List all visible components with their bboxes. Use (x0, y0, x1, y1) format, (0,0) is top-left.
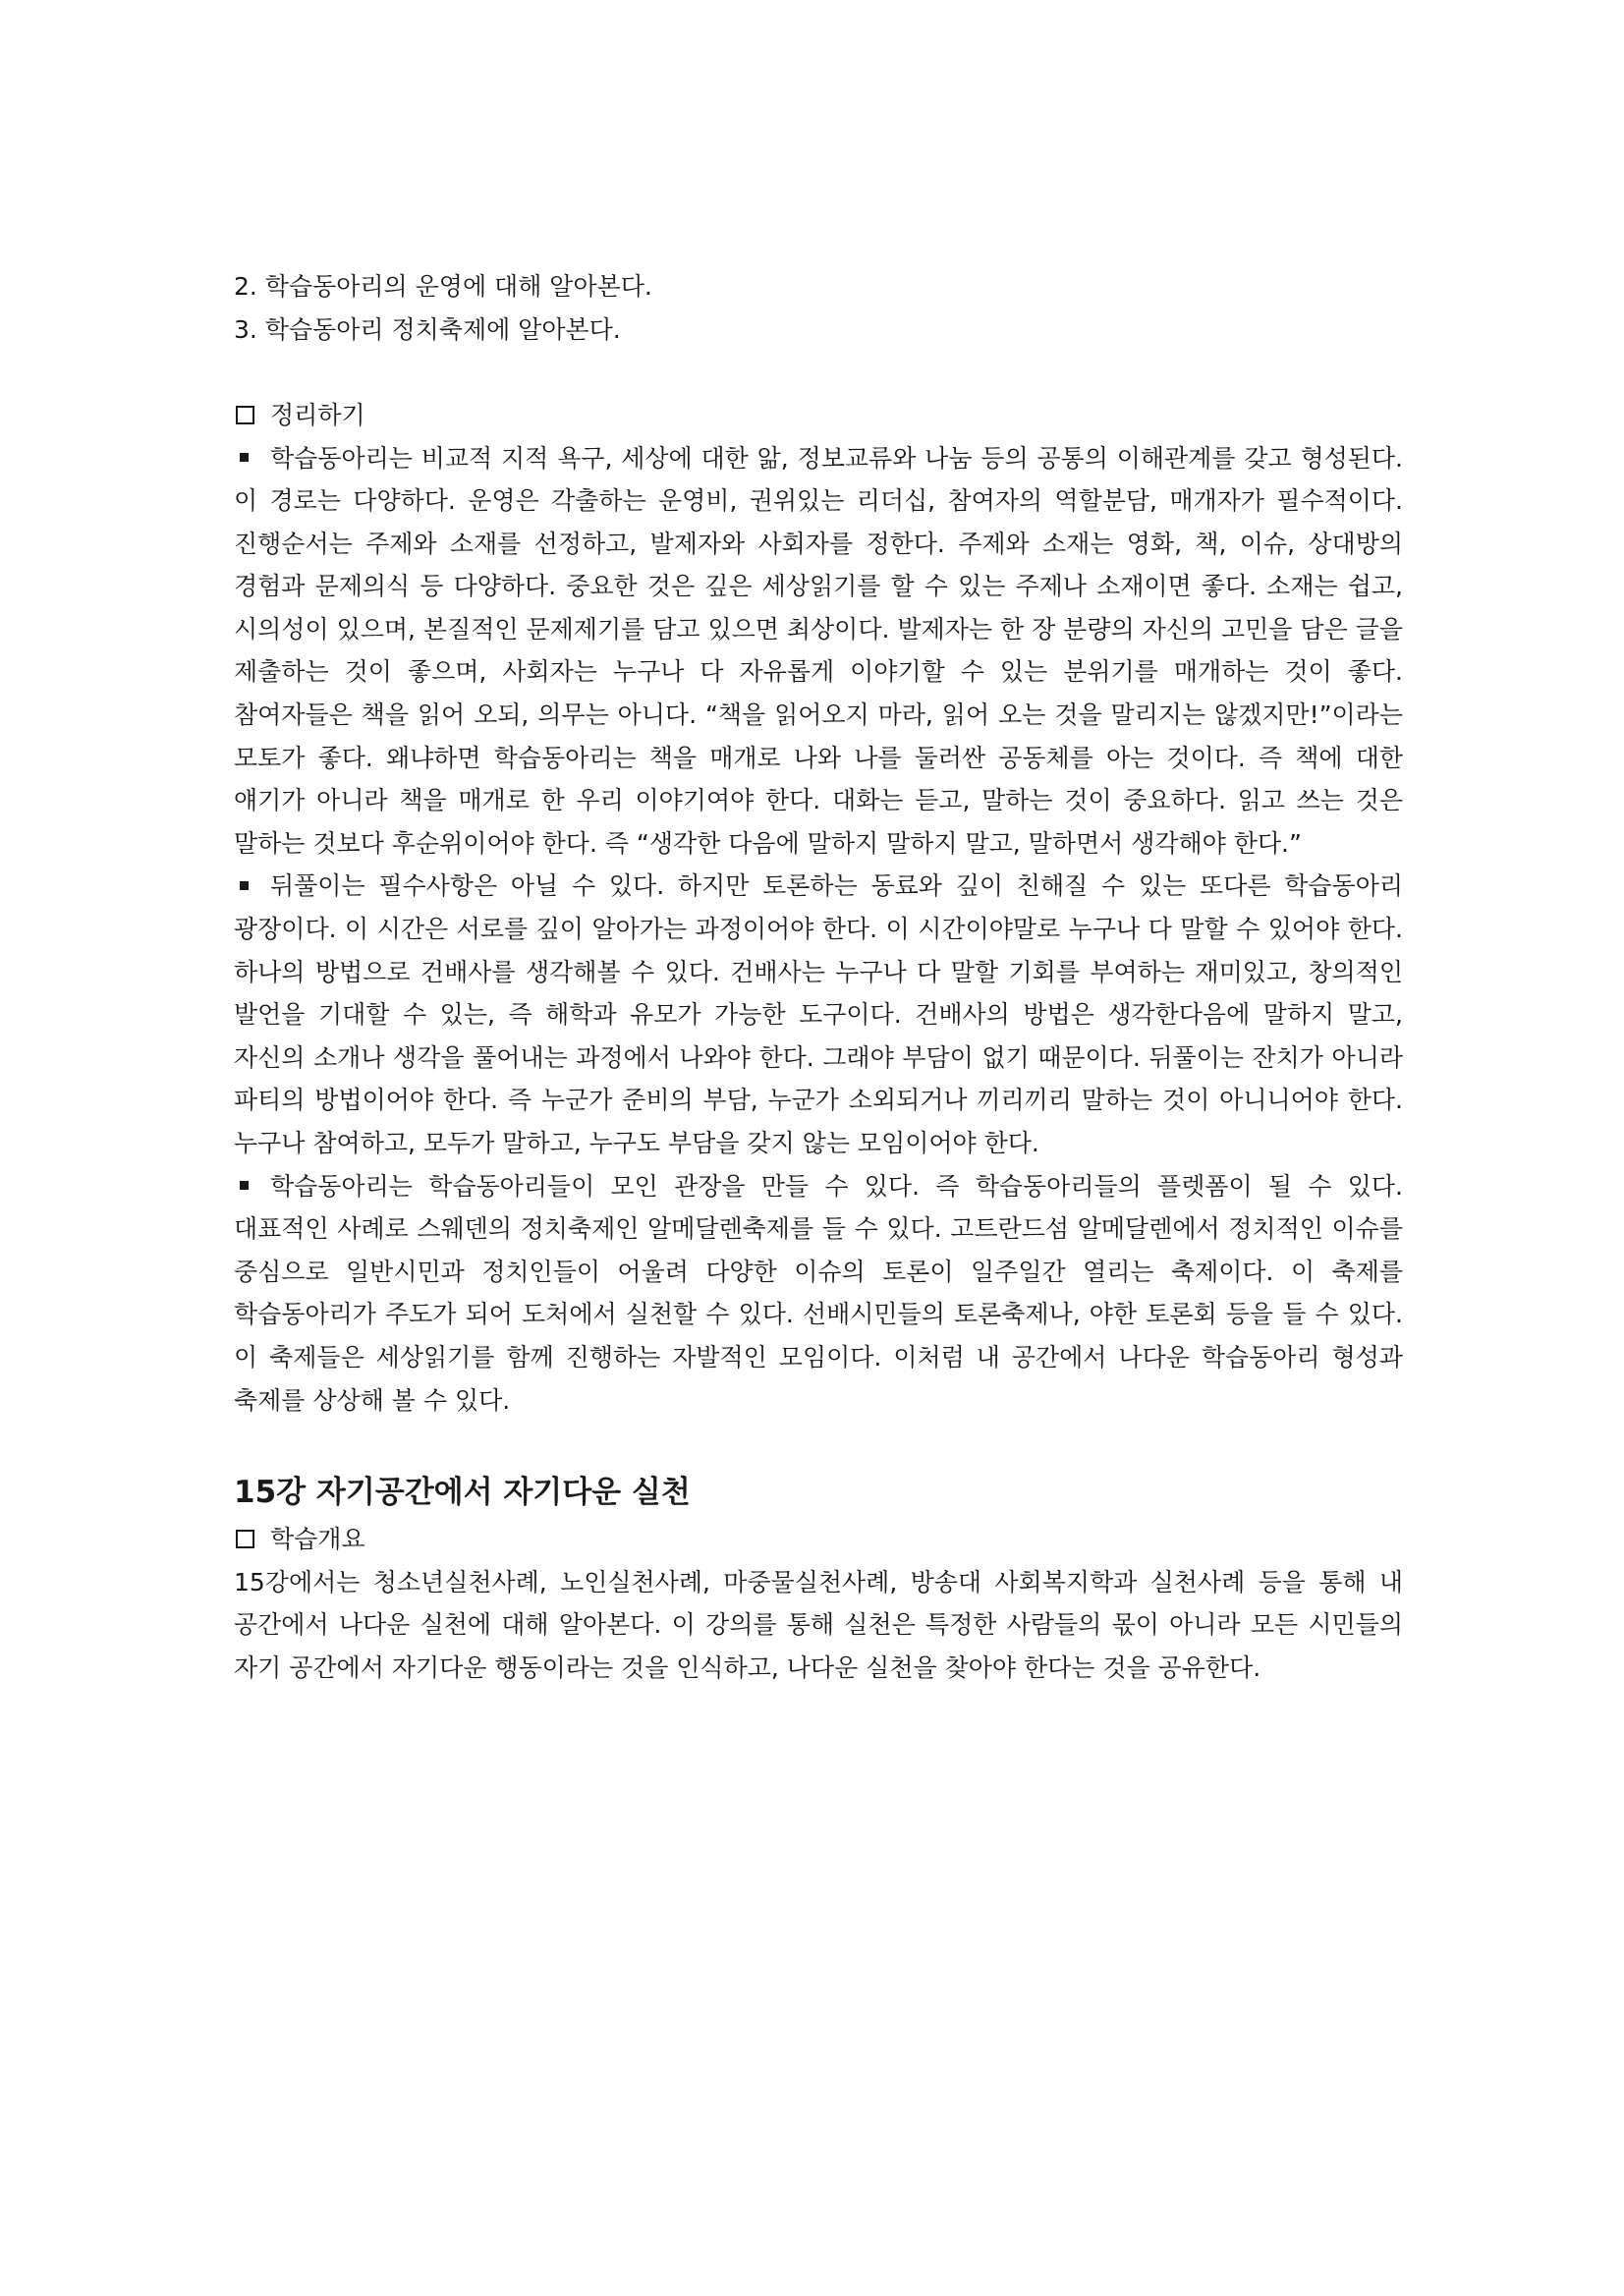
checkbox-square-icon (236, 406, 254, 424)
section-header-overview (234, 1518, 1403, 1561)
checkbox-square-icon (236, 1530, 254, 1548)
spacer (234, 1422, 1403, 1469)
section-header-summary (234, 394, 1403, 437)
section-header-label: 학습개요 (270, 1525, 365, 1554)
section-header-label: 정리하기 (270, 401, 365, 429)
bullet-square-icon (240, 1181, 249, 1190)
objective-item: 2. 학습동아리의 운영에 대해 알아본다. (234, 272, 652, 301)
summary-paragraph (234, 437, 1403, 866)
lecture-heading: 15강 자기공간에서 자기다운 실천 (234, 1475, 691, 1511)
paragraph-text: 학습동아리는 학습동아리들이 모인 관장을 만들 수 있다. 즉 학습동아리들의 플렛폼이 될 수 있다. 대표적인 사례로 스웨덴의 정치축제인 알메달렌축제를 들 수 있다. 고트란드섬 알메달렌에서 정치적인 이슈를 중심으로 일반시민과 정치인들이 어울려 다양한 이슈의 토론이 일주일간 열리는 축제이다. 이 축제를 학습동아리가 주도가 되어 도처에서 실천할 수 있다. 선배시민들의 토론축제나, 야한 토론회 등을 들 수 있다. 이 축제들은 세상읽기를 함께 진행하는 자발적인 모임이다. 이처럼 내 공간에서 나다운 학습동아리 형성과 축제를 상상해 볼 수 있다. (234, 1171, 1403, 1415)
spacer (234, 351, 1403, 394)
summary-paragraph (234, 1165, 1403, 1423)
paragraph-text: 학습동아리는 비교적 지적 욕구, 세상에 대한 앎, 정보교류와 나눔 등의 공통의 이해관계를 갖고 형성된다. 이 경로는 다양하다. 운영은 각출하는 운영비, 권위있는 리더십, 참여자의 역할분담, 매개자가 필수적이다. 진행순서는 주제와 소재를 선정하고, 발제자와 사회자를 정한다. 주제와 소재는 영화, 책, 이슈, 상대방의 경험과 문제의식 등 다양하다. 중요한 것은 깊은 세상읽기를 할 수 있는 주제나 소재이면 좋다. 소재는 쉽고, 시의성이 있으며, 본질적인 문제제기를 담고 있으면 최상이다. 발제자는 한 장 분량의 자신의 고민을 담은 글을 제출하는 것이 좋으며, 사회자는 누구나 다 자유롭게 이야기할 수 있는 분위기를 매개하는 것이 좋다. 참여자들은 책을 읽어 오되, 의무는 아니다. “책을 읽어오지 마라, 읽어 오는 것을 말리지는 않겠지만!”이라는 모토가 좋다. 왜냐하면 학습동아리는 책을 매개로 나와 나를 둘러싼 공동체를 아는 것이다. 즉 책에 대한 얘기가 아니라 책을 매개로 한 우리 이야기여야 한다. 대화는 듣고, 말하는 것이 중요하다. 읽고 쓰는 것은 말하는 것보다 후순위이어야 한다. 즉 “생각한 다음에 말하지 말하지 말고, 말하면서 생각해야 한다.” (234, 443, 1403, 858)
bullet-square-icon (240, 453, 249, 462)
overview-paragraph: 15강에서는 청소년실천사례, 노인실천사례, 마중물실천사례, 방송대 사회복지학과 실천사례 등을 통해 내 공간에서 나다운 실천에 대해 알아본다. 이 강의를 통해 실천은 특정한 사람들의 몫이 아니라 모든 시민들의 자기 공간에서 자기다운 행동이라는 것을 인식하고, 나다운 실천을 찾아야 한다는 것을 공유한다. (234, 1567, 1403, 1682)
document-page (234, 265, 1403, 1689)
bullet-square-icon (240, 881, 249, 890)
summary-paragraph (234, 865, 1403, 1164)
paragraph-text: 뒤풀이는 필수사항은 아닐 수 있다. 하지만 토론하는 동료와 깊이 친해질 수 있는 또다른 학습동아리 광장이다. 이 시간은 서로를 깊이 알아가는 과정이어야 한다. 이 시간이야말로 누구나 다 말할 수 있어야 한다. 하나의 방법으로 건배사를 생각해볼 수 있다. 건배사는 누구나 다 말할 기회를 부여하는 재미있고, 창의적인 발언을 기대할 수 있는, 즉 해학과 유모가 가능한 도구이다. 건배사의 방법은 생각한다음에 말하지 말고, 자신의 소개나 생각을 풀어내는 과정에서 나와야 한다. 그래야 부담이 없기 때문이다. 뒤풀이는 잔치가 아니라 파티의 방법이어야 한다. 즉 누군가 준비의 부담, 누군가 소외되거나 끼리끼리 말하는 것이 아니니어야 한다. 누구나 참여하고, 모두가 말하고, 누구도 부담을 갖지 않는 모임이어야 한다. (234, 871, 1403, 1157)
objective-item: 3. 학습동아리 정치축제에 알아본다. (234, 314, 621, 344)
